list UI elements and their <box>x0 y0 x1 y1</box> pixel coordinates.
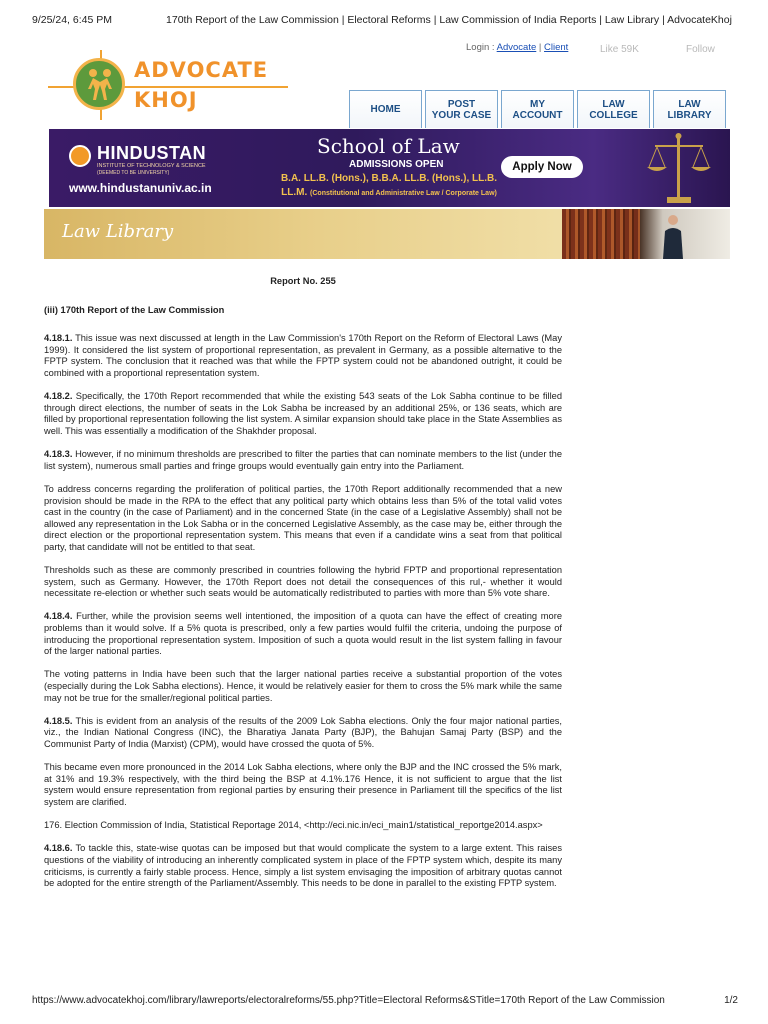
footnote-176 <box>44 820 562 832</box>
hindustan-brand: HINDUSTAN <box>97 143 207 163</box>
admissions-open: ADMISSIONS OPEN <box>349 159 444 170</box>
print-header <box>32 14 734 26</box>
law-library-banner <box>44 209 730 259</box>
reading-person-image <box>660 211 686 259</box>
nav-college-label-1: LAW <box>602 98 625 110</box>
nav-library-label-2: LIBRARY <box>667 109 712 121</box>
course-line-2: LL.M. <box>281 187 308 198</box>
section-title: (iii) 170th Report of the Law Commission <box>44 304 225 315</box>
nav-home[interactable] <box>349 90 422 128</box>
hindustan-url: www.hindustanuniv.ac.in <box>69 181 212 195</box>
paragraph-text: The voting patterns in India have been such that the larger national parties receive a substantial proportion of the votes (especially during the Lok Sabha elections). Hence, it would be relatively easier for them to cross the 5% mark while the same may not be true for the smaller/regional political parties. <box>44 669 562 703</box>
nav-my-account[interactable] <box>501 90 574 128</box>
facebook-like-button[interactable]: Like 59K <box>600 44 639 55</box>
paragraph-4-18-2 <box>44 391 562 437</box>
paragraph-text: However, if no minimum thresholds are prescribed to filter the parties that can nominate members to the list (under the list system), numerous small parties and fringe groups would eventually gain entry into the Parliament. <box>44 449 562 471</box>
paragraph-text: This issue was next discussed at length in the Law Commission's 170th Report on the Reform of Electoral Laws (May 1999). It considered the list system of proportional representation, as prevalent in Germany, as a possible alternative to the FPTP system. The conclusion that it reached was that while the FPTP system could not be abandoned outright, it could be combined with a proportional representation system. <box>44 333 562 378</box>
main-nav <box>349 90 726 128</box>
follow-button[interactable]: Follow <box>686 44 715 55</box>
course-line-2-detail: (Constitutional and Administrative Law / Corporate Law) <box>310 190 497 197</box>
print-footer <box>32 995 738 1006</box>
nav-account-label-2: ACCOUNT <box>512 109 563 121</box>
nav-law-college[interactable] <box>577 90 650 128</box>
paragraph-number: 4.18.3. <box>44 449 73 460</box>
paragraph-number: 4.18.1. <box>44 333 73 344</box>
paragraph-text: Thresholds such as these are commonly prescribed in countries following the hybrid FPTP and proportional representation system, such as Germany. However, the 170th Report does not detail the consequences of this rul,- whether it would necessitate re-election or whether such seats would be automatically redistributed to parties with more than 5% vote share. <box>44 565 562 599</box>
paragraph-text: This is evident from an analysis of the results of the 2009 Lok Sabha elections. Only the four major national parties, viz., the Indian National Congress (INC), the Bharatiya Janata Party (BJP), the Bahujan Samaj Party (BSP) and the Communist Party of India (Marxist) (CPM), would have crossed the quota of 5%. <box>44 715 562 749</box>
print-datetime: 9/25/24, 6:45 PM <box>32 14 112 26</box>
login-client-link[interactable]: Client <box>544 42 569 53</box>
course-list <box>259 172 519 201</box>
paragraph-voting-patterns <box>44 669 562 704</box>
nav-college-label-2: COLLEGE <box>589 109 638 121</box>
nav-account-label-1: MY <box>530 98 545 110</box>
logo-text-advocate: ADVOCATE <box>134 58 269 82</box>
paragraph-text: To tackle this, state-wise quotas can be imposed but that would complicate the system to a large extent. This raises questions of the viability of introducing an inherently complicated system in place of the FPTP system which, despite its many criticisms, is currently a fairly stable process. Hence, simply a list system envisaging the imposition of arbitrary quotas cannot be adopted for the entire strength of the Parliament/Assembly. This needs to be done in parallel to the existing FPTP system. <box>44 843 562 889</box>
login-separator: | <box>538 42 542 53</box>
bookshelf-image <box>562 209 640 259</box>
hindustan-ad-banner[interactable] <box>49 129 730 207</box>
paragraph-4-18-4 <box>44 611 562 657</box>
paragraph-number: 4.18.5. <box>44 715 73 726</box>
scales-of-justice-icon <box>639 131 719 207</box>
paragraph-4-18-1 <box>44 333 562 379</box>
paragraph-text: To address concerns regarding the proliferation of political parties, the 170th Report additionally recommended that a new provision should be made in the RPA to the effect that any political party which obtains less than 5% of the total valid votes cast in the country (in the case of Parliament) and in the concerned State (in the case of a Legislative Assembly) shall not be allowed any representation in the Lok Sabha or in the concerned Legislative Assembly, as the case may be, either through the direct election or the proportional representation system. This means that even if a candidate wins a seat from that political party, that candidate will not be entitled to that seat. <box>44 483 562 552</box>
apply-now-button[interactable]: Apply Now <box>501 156 583 178</box>
law-library-title: Law Library <box>62 221 174 242</box>
report-content <box>44 276 562 901</box>
hindustan-brand-sub2: (DEEMED TO BE UNIVERSITY) <box>97 170 170 176</box>
login-advocate-link[interactable]: Advocate <box>496 42 537 53</box>
login-label: Login : <box>466 42 495 53</box>
report-number: Report No. 255 <box>270 276 336 286</box>
paragraph-number: 4.18.6. <box>44 843 73 854</box>
paragraph-2014-elections <box>44 762 562 808</box>
paragraph-number: 4.18.2. <box>44 391 73 402</box>
logo-text-khoj: KHOJ <box>134 88 198 112</box>
paragraph-4-18-5 <box>44 716 562 751</box>
print-page-number: 1/2 <box>724 995 738 1006</box>
paragraph-thresholds-germany <box>44 565 562 600</box>
course-line-1: B.A. LL.B. (Hons.), B.B.A. LL.B. (Hons.), LL.B. <box>280 173 498 184</box>
nav-home-label: HOME <box>370 104 401 115</box>
paragraph-number: 4.18.4. <box>44 611 73 622</box>
logo-people-icon <box>73 58 125 110</box>
nav-post-your-case[interactable] <box>425 90 498 128</box>
paragraph-text: This became even more pronounced in the 2014 Lok Sabha elections, where only the BJP and the INC crossed the 5% mark, at 31% and 19.3% respectively, with the third being the BSP at 4.1%.176 Hence, it is not sufficient to argue that the list system would ensure representation from regional parties by ensuring their presence in Parliament till the specifics of the list system are clarified. <box>44 762 562 807</box>
hindustan-brand-sub: INSTITUTE OF TECHNOLOGY & SCIENCE <box>97 163 206 169</box>
login-line <box>466 42 568 53</box>
hindustan-emblem-icon <box>69 145 91 167</box>
paragraph-text: Further, while the provision seems well intentioned, the imposition of a quota can have the effect of creating more problems than it would solve. If a 5% quota is prescribed, only a few parties would fulfil the criteria, undoing the purpose of introducing the proportional representation system. Imposition of such a quota would result in the list system falling in favour of the larger national parties. <box>44 611 562 657</box>
advocatekhoj-logo[interactable] <box>48 50 288 120</box>
paragraph-4-18-3 <box>44 449 562 472</box>
paragraph-threshold-recommendation <box>44 484 562 554</box>
school-of-law-title: School of Law <box>317 134 460 158</box>
print-url: https://www.advocatekhoj.com/library/lawreports/electoralreforms/55.php?Title=Electoral Reforms&STitle=170th Report of the Law Commission <box>32 995 665 1006</box>
paragraph-4-18-6 <box>44 843 562 889</box>
footnote-text: 176. Election Commission of India, Statistical Reportage 2014, <http://eci.nic.in/eci_main1/statistical_reportge2014.aspx> <box>44 820 543 831</box>
print-title: 170th Report of the Law Commission | Electoral Reforms | Law Commission of India Reports | Law Library | AdvocateKhoj <box>166 14 732 26</box>
nav-library-label-1: LAW <box>678 98 701 110</box>
paragraph-text: Specifically, the 170th Report recommended that while the existing 543 seats of the Lok Sabha continue to be filled through direct elections, the number of seats in the Lok Sabha be increased by an additional 25%, or 136 seats, which are filled by proportional representation following the list system. A similar expansion should take place in the State Assemblies as well. This was essentially a modification of the Shakhder proposal. <box>44 391 562 436</box>
nav-post-label-2: YOUR CASE <box>431 109 492 121</box>
nav-post-label-1: POST <box>447 98 476 110</box>
nav-law-library[interactable] <box>653 90 726 128</box>
